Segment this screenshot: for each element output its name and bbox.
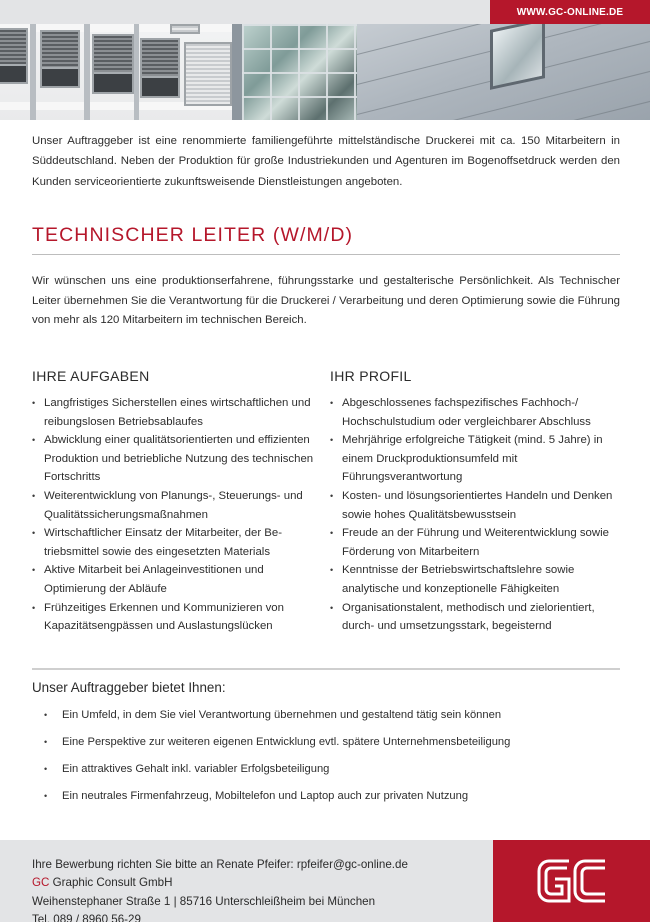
list-item: • Kosten- und lösungsorientiertes Handeln und Denken sowie hohes Qualitätsbewusstsein bbox=[330, 487, 625, 524]
list-item: • Aktive Mitarbeit bei Anlageinvestitionen und Optimierung der Abläufe bbox=[32, 561, 322, 598]
offer-list bbox=[32, 702, 622, 810]
profile-list bbox=[330, 394, 625, 636]
intro-paragraph: Unser Auftraggeber ist eine renommierte familiengeführte mittelständische Druckerei mit ca. 150 Mitarbeitern in Süddeutschland. Neben der Produktion für große Industriekunden und Agenturen im Bogenoffsetdruck werden den Kunden serviceorientierte zukunftsweisende Dienstleistungen angeboten. bbox=[32, 135, 620, 188]
list-item: • Freude an der Führung und Weiterentwicklung sowie Förderung von Mitarbeitern bbox=[330, 524, 625, 561]
divider bbox=[32, 668, 620, 670]
list-item: • Frühzeitiges Erkennen und Kommunizieren von Kapazitätsengpässen und Auslastungslücken bbox=[32, 599, 322, 636]
gc-logo bbox=[493, 840, 650, 922]
list-item: • Ein Umfeld, in dem Sie viel Verantwortung übernehmen und gestaltend tätig sein können bbox=[32, 702, 622, 729]
list-item: • Abgeschlossenes fachspezifisches Fachhoch-/ Hochschulstudium oder vergleichbarer Abschluss bbox=[330, 394, 625, 431]
job-title: TECHNISCHER LEITER (W/M/D) bbox=[32, 224, 354, 246]
list-item: • Abwicklung einer qualitätsorientierten und effizienten Produktion und betriebliche Nutzung des technischen Fortschritts bbox=[32, 431, 322, 487]
list-item: • Kenntnisse der Betriebswirtschaftslehre sowie analytische und konzeptionelle Fähigkeiten bbox=[330, 561, 625, 598]
address: Weihenstephaner Straße 1 | 85716 Unterschleißheim bei München bbox=[32, 894, 376, 908]
list-item: • Eine Perspektive zur weiteren eigenen Entwicklung evtl. spätere Unternehmensbeteiligung bbox=[32, 729, 622, 756]
list-item: • Ein attraktives Gehalt inkl. variabler Erfolgsbeteiligung bbox=[32, 756, 622, 783]
list-item: • Ein neutrales Firmenfahrzeug, Mobiltelefon und Laptop auch zur privaten Nutzung bbox=[32, 783, 622, 810]
job-summary: Wir wünschen uns eine produktionserfahrene, führungsstarke und gestalterische Persönlichkeit. Als Technischer Leiter übernehmen Sie die Verantwortung für die Druckerei / Verarbeitung und deren Optimierung sowie die Führung von mehr als 120 Mitarbeitern im technischen Bereich. bbox=[32, 275, 620, 327]
gc-logo-icon bbox=[537, 859, 607, 903]
tasks-list bbox=[32, 394, 322, 636]
company-prefix: GC bbox=[32, 876, 50, 890]
divider bbox=[32, 254, 620, 255]
list-item: • Mehrjährige erfolgreiche Tätigkeit (mind. 5 Jahre) in einem Druckproduktionsumfeld mit Führungsverantwortung bbox=[330, 431, 625, 487]
company-line bbox=[32, 874, 408, 892]
contact-block bbox=[32, 856, 408, 922]
application-line[interactable]: Ihre Bewerbung richten Sie bitte an Renate Pfeifer: rpfeifer@gc-online.de bbox=[32, 858, 408, 871]
top-bar bbox=[0, 0, 650, 24]
profile-heading: IHR PROFIL bbox=[330, 368, 412, 384]
company-name: Graphic Consult GmbH bbox=[49, 876, 173, 890]
profile-section bbox=[330, 368, 625, 636]
offer-heading: Unser Auftraggeber bietet Ihnen: bbox=[32, 680, 226, 695]
offer-section bbox=[32, 680, 622, 810]
list-item: • Langfristiges Sicherstellen eines wirtschaftlichen und reibungslosen Betriebsablaufes bbox=[32, 394, 322, 431]
list-item: • Wirtschaftlicher Einsatz der Mitarbeiter, der Betriebsmittel sowie des eingesetzten Materials bbox=[32, 524, 322, 561]
list-item: • Organisationstalent, methodisch und zielorientiert, durch- und umsetzungsstark, begeisternd bbox=[330, 599, 625, 636]
list-item: • Weiterentwicklung von Planungs-, Steuerungs- und Qualitätssicherungsmaßnahmen bbox=[32, 487, 322, 524]
tasks-heading: IHRE AUFGABEN bbox=[32, 368, 150, 384]
contact-footer bbox=[0, 840, 650, 922]
tasks-section bbox=[32, 368, 322, 636]
website-url[interactable]: WWW.GC-ONLINE.DE bbox=[490, 0, 650, 24]
phone[interactable]: Tel. 089 / 8960 56-29 bbox=[32, 912, 141, 922]
hero-building-image bbox=[0, 24, 650, 120]
